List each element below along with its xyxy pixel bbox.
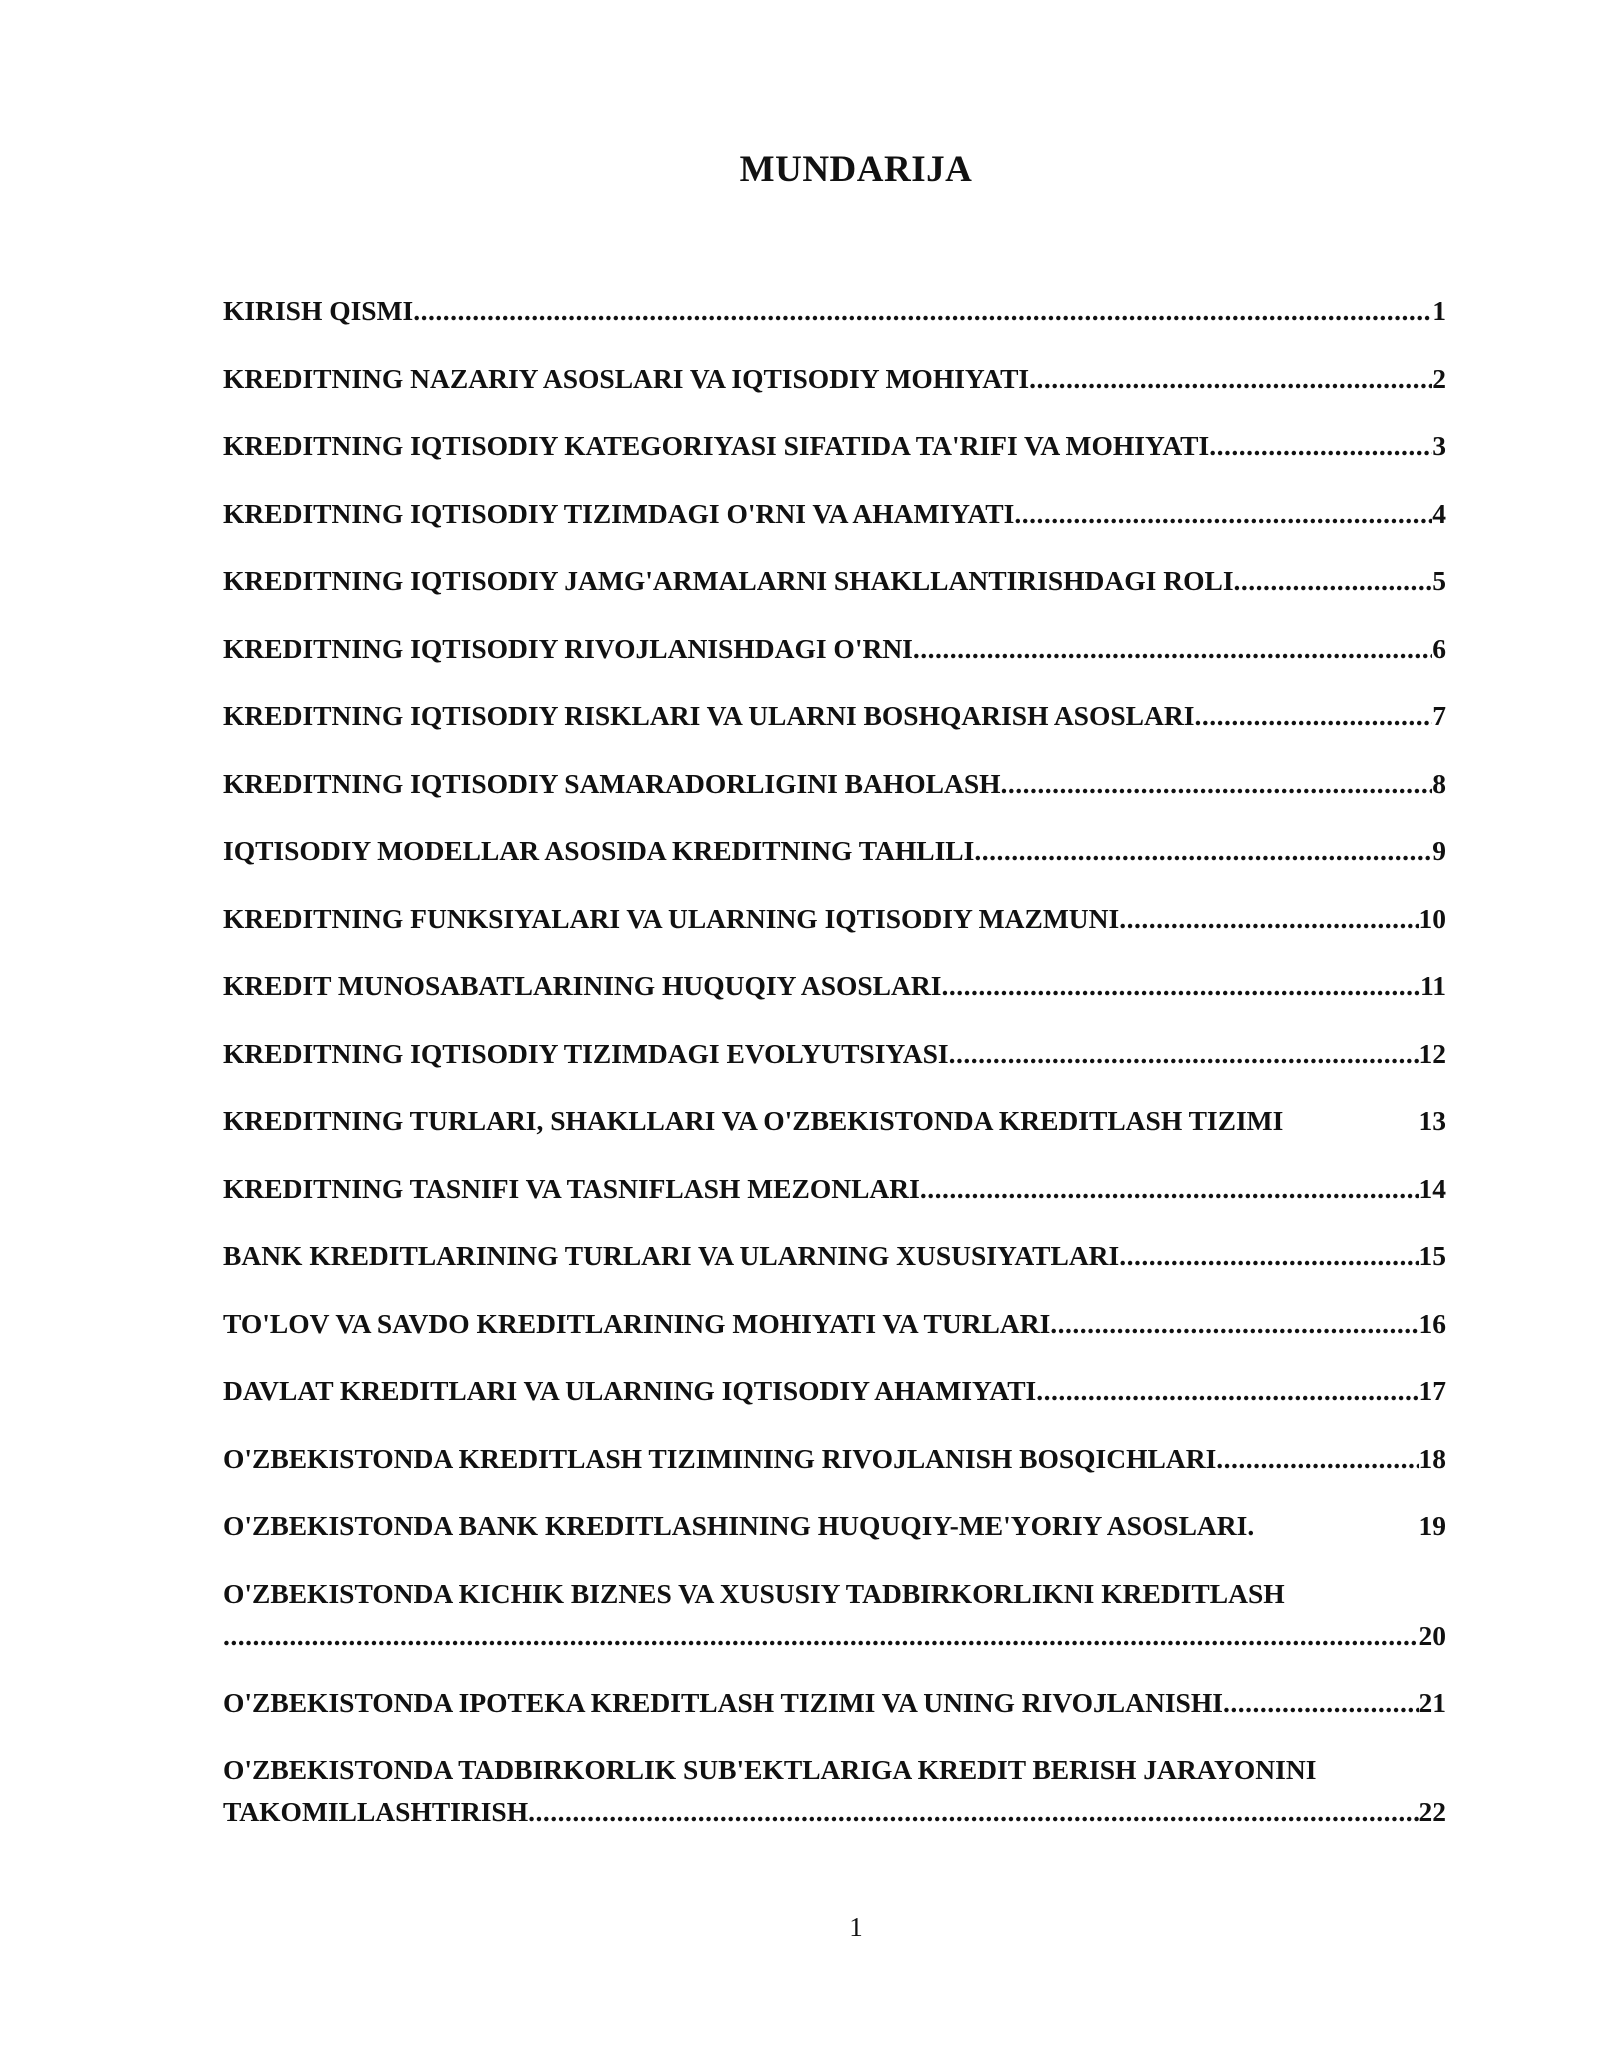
- toc-entry-title-line2: TAKOMILLASHTIRISH: [223, 1796, 529, 1827]
- toc-entry[interactable]: [223, 1438, 1446, 1506]
- toc-entry-page: 11: [1420, 970, 1446, 1001]
- toc-entry-page: 4: [1432, 497, 1446, 529]
- dot-leader: [413, 290, 1432, 332]
- toc-entry-page: 18: [1418, 1442, 1446, 1474]
- table-of-contents: [223, 290, 1446, 1858]
- toc-entry-page: 15: [1418, 1240, 1446, 1271]
- dot-leader: [1036, 1370, 1418, 1412]
- toc-entry-title: KREDITNING IQTISODIY RIVOJLANISHDAGI O'RNI: [223, 632, 913, 664]
- dot-leader: [1234, 560, 1433, 602]
- toc-entry-title: KREDITNING IQTISODIY SAMARADORLIGINI BAHOLASH: [223, 767, 1001, 799]
- toc-entry[interactable]: [223, 830, 1446, 898]
- toc-entry-title: O'ZBEKISTONDA KICHIK BIZNES VA XUSUSIY TADBIRKORLIKNI KREDITLASH: [223, 1577, 1285, 1609]
- dot-leader: [1194, 695, 1432, 737]
- toc-entry[interactable]: [223, 1370, 1446, 1438]
- toc-entry[interactable]: [223, 1303, 1446, 1371]
- toc-entry-title: KREDITNING IQTISODIY TIZIMDAGI O'RNI VA AHAMIYATI: [223, 497, 1015, 529]
- dot-leader: [1223, 1682, 1419, 1724]
- toc-entry-title: BANK KREDITLARINING TURLARI VA ULARNING XUSUSIYATLARI: [223, 1240, 1120, 1271]
- toc-entry-title: O'ZBEKISTONDA BANK KREDITLASHINING HUQUQIY-ME'YORIY ASOSLARI.: [223, 1510, 1262, 1541]
- dot-leader: [528, 1791, 1418, 1833]
- toc-entry[interactable]: [223, 1573, 1446, 1682]
- dot-leader: [1050, 1303, 1418, 1345]
- toc-entry[interactable]: [223, 1505, 1446, 1573]
- toc-entry-title: KREDITNING IQTISODIY TIZIMDAGI EVOLYUTSIYASI: [223, 1037, 949, 1069]
- toc-entry-title: TO'LOV VA SAVDO KREDITLARINING MOHIYATI VA TURLARI: [223, 1307, 1051, 1339]
- page-title: MUNDARIJA: [739, 149, 973, 190]
- toc-entry-title: KREDITNING TASNIFI VA TASNIFLASH MEZONLARI: [223, 1172, 920, 1204]
- toc-entry-page: 5: [1432, 565, 1446, 596]
- toc-entry-page: 12: [1418, 1037, 1446, 1069]
- dot-leader: [920, 1168, 1419, 1210]
- dot-leader: [1216, 1438, 1418, 1480]
- toc-entry-title: O'ZBEKISTONDA IPOTEKA KREDITLASH TIZIMI VA UNING RIVOJLANISHI: [223, 1686, 1223, 1718]
- toc-entry-page: 6: [1432, 632, 1446, 664]
- toc-entry-leader-line: [223, 1615, 1446, 1657]
- toc-entry-page: 20: [1418, 1619, 1446, 1651]
- toc-entry-title: KREDITNING NAZARIY ASOSLARI VA IQTISODIY MOHIYATI: [223, 362, 1030, 394]
- toc-entry-title: O'ZBEKISTONDA KREDITLASH TIZIMINING RIVOJLANISH BOSQICHLARI: [223, 1442, 1217, 1474]
- toc-entry-page: 22: [1418, 1796, 1446, 1827]
- toc-entry[interactable]: [223, 763, 1446, 831]
- dot-leader: [913, 628, 1432, 670]
- dot-leader: [1209, 425, 1432, 467]
- dot-leader: [1029, 358, 1432, 400]
- toc-entry-page: 13: [1418, 1105, 1446, 1136]
- toc-entry-title: KREDITNING TURLARI, SHAKLLARI VA O'ZBEKISTONDA KREDITLASH TIZIMI: [223, 1105, 1284, 1136]
- dot-leader: [1001, 763, 1433, 805]
- toc-entry-page: 7: [1432, 700, 1446, 731]
- toc-entry-page: 16: [1418, 1307, 1446, 1339]
- toc-entry[interactable]: [223, 1168, 1446, 1236]
- dot-leader: [941, 965, 1420, 1007]
- toc-entry[interactable]: [223, 965, 1446, 1033]
- toc-entry-title: KREDITNING FUNKSIYALARI VA ULARNING IQTISODIY MAZMUNI: [223, 902, 1120, 934]
- dot-leader: [223, 1615, 1419, 1657]
- toc-entry-page: 21: [1418, 1686, 1446, 1718]
- toc-entry-page: 2: [1432, 362, 1446, 394]
- toc-entry-page: 10: [1418, 902, 1446, 934]
- toc-entry-page: 19: [1418, 1510, 1446, 1541]
- toc-entry-title: KREDIT MUNOSABATLARINING HUQUQIY ASOSLARI: [223, 970, 942, 1001]
- toc-entry[interactable]: [223, 358, 1446, 426]
- toc-entry[interactable]: [223, 1682, 1446, 1750]
- toc-entry[interactable]: [223, 290, 1446, 358]
- toc-entry[interactable]: [223, 628, 1446, 696]
- toc-entry[interactable]: [223, 1235, 1446, 1303]
- toc-entry[interactable]: [223, 560, 1446, 628]
- toc-entry-page: 8: [1432, 767, 1446, 799]
- toc-entry-title: DAVLAT KREDITLARI VA ULARNING IQTISODIY AHAMIYATI: [223, 1375, 1037, 1406]
- toc-entry-page: 3: [1432, 430, 1446, 461]
- toc-entry-leader-line: [223, 1791, 1446, 1833]
- toc-entry[interactable]: [223, 695, 1446, 763]
- dot-leader: [1119, 898, 1418, 940]
- page-number: 1: [849, 1912, 863, 1942]
- toc-entry[interactable]: [223, 898, 1446, 966]
- toc-entry-title: KREDITNING IQTISODIY KATEGORIYASI SIFATIDA TA'RIFI VA MOHIYATI: [223, 430, 1210, 461]
- toc-entry-title: IQTISODIY MODELLAR ASOSIDA KREDITNING TAHLILI: [223, 835, 975, 866]
- dot-leader: [949, 1033, 1419, 1075]
- dot-leader: [1119, 1235, 1418, 1277]
- toc-entry-title: KREDITNING IQTISODIY JAMG'ARMALARNI SHAKLLANTIRISHDAGI ROLI: [223, 565, 1234, 596]
- dot-leader: [1014, 493, 1432, 535]
- toc-entry[interactable]: [223, 1033, 1446, 1101]
- toc-entry-title-line1: O'ZBEKISTONDA TADBIRKORLIK SUB'EKTLARIGA KREDIT BERISH JARAYONINI: [223, 1754, 1317, 1785]
- toc-entry-page: 17: [1418, 1375, 1446, 1406]
- toc-entry-title: KIRISH QISMI: [223, 295, 414, 326]
- toc-entry-page: 9: [1432, 835, 1446, 866]
- toc-entry-page: 14: [1418, 1172, 1446, 1204]
- toc-entry[interactable]: [223, 493, 1446, 561]
- toc-entry-title: KREDITNING IQTISODIY RISKLARI VA ULARNI BOSHQARISH ASOSLARI: [223, 700, 1195, 731]
- dot-leader: [974, 830, 1432, 872]
- toc-entry[interactable]: [223, 425, 1446, 493]
- toc-entry[interactable]: [223, 1749, 1446, 1858]
- toc-entry[interactable]: [223, 1100, 1446, 1168]
- toc-entry-page: 1: [1432, 295, 1446, 326]
